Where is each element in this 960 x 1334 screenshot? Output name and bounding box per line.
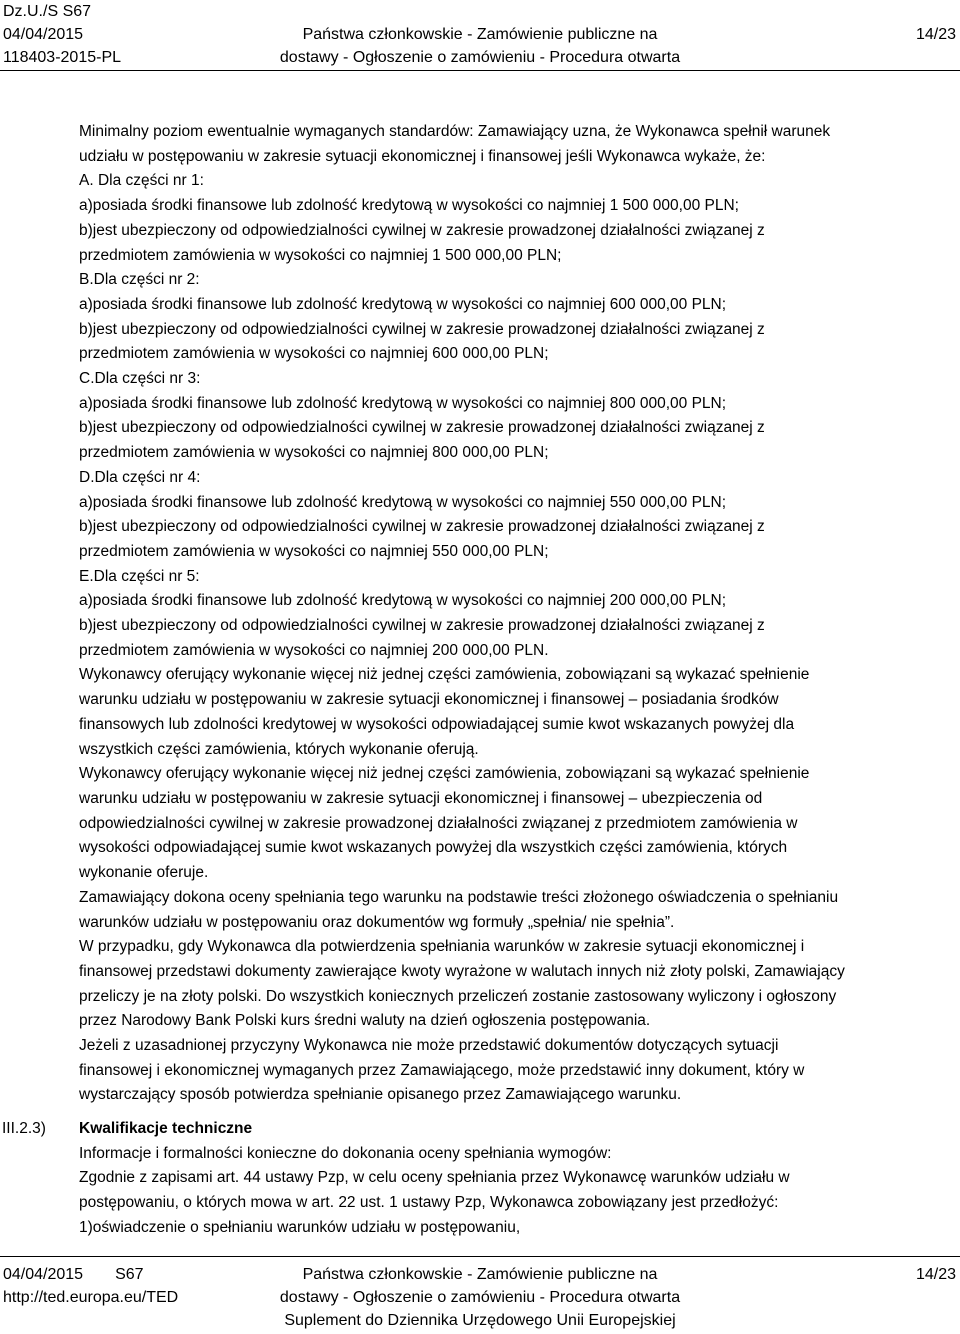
text-line: b)jest ubezpieczony od odpowiedzialności cywilnej w zakresie prowadzonej działalności związanej z <box>79 320 765 338</box>
footer-divider <box>0 1256 960 1257</box>
text-line: warunku udziału w postępowaniu w zakresie sytuacji ekonomicznej i finansowej – ubezpieczenia od <box>79 789 763 807</box>
text-line: warunków udziału w postępowaniu oraz dokumentów wg formuły „spełnia/ nie spełnia”. <box>79 913 675 931</box>
text-line: b)jest ubezpieczony od odpowiedzialności cywilnej w zakresie prowadzonej działalności związanej z <box>79 419 765 437</box>
section-line: Zgodnie z zapisami art. 44 ustawy Pzp, w celu oceny spełniania przez Wykonawcę warunków udziału w <box>79 1169 790 1187</box>
text-line: wysokości odpowiadającej sumie kwot wskazanych powyżej dla wszystkich części zamówienia, których <box>79 839 788 857</box>
text-line: a)posiada środki finansowe lub zdolność kredytową w wysokości co najmniej 1 500 000,00 PLN; <box>79 197 739 215</box>
text-line: przeliczy je na złoty polski. Do wszystkich koniecznych przeliczeń zostanie zastosowany wyliczony i ogłoszony <box>79 987 837 1005</box>
header-title <box>0 0 960 69</box>
header-journal: Dz.U./S S67 <box>3 3 92 20</box>
text-line: D.Dla części nr 4: <box>79 468 201 486</box>
header-page-number: 14/23 <box>915 26 956 43</box>
footer-title-line3: Suplement do Dziennika Urzędowego Unii Europejskiej <box>284 1312 676 1329</box>
text-line: przedmiotem zamówienia w wysokości co najmniej 800 000,00 PLN; <box>79 444 549 462</box>
text-line: B.Dla części nr 2: <box>79 271 200 289</box>
footer-date: 04/04/2015 <box>3 1266 84 1283</box>
text-line: wszystkich części zamówienia, których wykonanie oferują. <box>79 740 479 758</box>
header-date: 04/04/2015 <box>3 26 84 43</box>
footer-title-line1: Państwa członkowskie - Zamówienie publiczne na <box>302 1266 658 1283</box>
footer-page-number: 14/23 <box>915 1266 956 1283</box>
text-line: Minimalny poziom ewentualnie wymaganych standardów: Zamawiający uzna, że Wykonawca spełnił warunek <box>79 123 831 140</box>
section-line: 1)oświadczenie o spełnianiu warunków udziału w postępowaniu, <box>79 1218 521 1236</box>
text-line: Jeżeli z uzasadnionej przyczyny Wykonawca nie może przedstawić dokumentów dotyczących sytuacji <box>79 1037 779 1055</box>
text-line: W przypadku, gdy Wykonawca dla potwierdzenia spełniania warunków w zakresie sytuacji ekonomicznej i <box>79 938 805 956</box>
header-doc-id: 118403-2015-PL <box>3 49 122 66</box>
footer-url-link[interactable]: http://ted.europa.eu/TED <box>3 1289 179 1306</box>
text-line: warunku udziału w postępowaniu w zakresie sytuacji ekonomicznej i finansowej – posiadania środków <box>79 691 779 709</box>
text-line: a)posiada środki finansowe lub zdolność kredytową w wysokości co najmniej 550 000,00 PLN; <box>79 493 727 511</box>
text-line: finansowej przedstawi dokumenty zawierające kwoty wyrażone w walutach innych niż złoty polski, Zamawiający <box>79 962 845 980</box>
text-line: C.Dla części nr 3: <box>79 370 201 388</box>
footer-series: S67 <box>115 1266 144 1283</box>
text-line: b)jest ubezpieczony od odpowiedzialności cywilnej w zakresie prowadzonej działalności związanej z <box>79 617 765 635</box>
text-line: finansowych lub zdolności kredytowej w wysokości odpowiadającej sumie kwot wskazanych powyżej dla <box>79 715 795 733</box>
text-line: przez Narodowy Bank Polski kurs średni waluty na dzień ogłoszenia postępowania. <box>79 1012 651 1030</box>
footer-title-line2: dostawy - Ogłoszenie o zamówieniu - Procedura otwarta <box>279 1289 681 1306</box>
section-line: Informacje i formalności konieczne do dokonania oceny spełniania wymogów: <box>79 1144 612 1162</box>
section-title: Kwalifikacje techniczne <box>79 1120 253 1137</box>
header-title-line2: dostawy - Ogłoszenie o zamówieniu - Procedura otwarta <box>279 49 681 66</box>
text-line: a)posiada środki finansowe lub zdolność kredytową w wysokości co najmniej 600 000,00 PLN; <box>79 295 727 313</box>
text-line: wykonanie oferuje. <box>79 864 209 882</box>
text-line: Zamawiający dokona oceny spełniania tego warunku na podstawie treści złożonego oświadczenia o spełnianiu <box>79 888 839 906</box>
text-line: przedmiotem zamówienia w wysokości co najmniej 1 500 000,00 PLN; <box>79 246 562 264</box>
text-line: b)jest ubezpieczony od odpowiedzialności cywilnej w zakresie prowadzonej działalności związanej z <box>79 221 765 239</box>
text-line: przedmiotem zamówienia w wysokości co najmniej 600 000,00 PLN; <box>79 345 549 363</box>
text-line: b)jest ubezpieczony od odpowiedzialności cywilnej w zakresie prowadzonej działalności związanej z <box>79 518 765 536</box>
text-line: E.Dla części nr 5: <box>79 567 200 585</box>
page-header <box>0 0 960 72</box>
text-line: odpowiedzialności cywilnej w zakresie prowadzonej działalności związanej z przedmiotem zamówienia w <box>79 814 798 832</box>
text-line: Wykonawcy oferujący wykonanie więcej niż jednej części zamówienia, zobowiązani są wykazać spełnienie <box>79 666 810 684</box>
header-divider <box>0 70 960 71</box>
footer-title <box>0 1263 960 1332</box>
text-line: przedmiotem zamówienia w wysokości co najmniej 550 000,00 PLN; <box>79 542 549 560</box>
section-number: III.2.3) <box>2 1120 46 1137</box>
text-line: a)posiada środki finansowe lub zdolność kredytową w wysokości co najmniej 800 000,00 PLN; <box>79 394 727 412</box>
text-line: wystarczający sposób potwierdza spełnianie opisanego przez Zamawiającego warunku. <box>79 1086 682 1104</box>
text-line: A. Dla części nr 1: <box>79 172 204 190</box>
section-line: postępowaniu, o których mowa w art. 22 ust. 1 ustawy Pzp, Wykonawca zobowiązany jest przedłożyć: <box>79 1194 779 1212</box>
header-title-line1: Państwa członkowskie - Zamówienie publiczne na <box>302 26 658 43</box>
text-line: finansowej i ekonomicznej wymaganych przez Zamawiającego, może przedstawić inny dokument, który w <box>79 1061 805 1079</box>
main-text <box>79 120 955 1108</box>
text-line: Wykonawcy oferujący wykonanie więcej niż jednej części zamówienia, zobowiązani są wykazać spełnienie <box>79 765 810 783</box>
text-line: a)posiada środki finansowe lub zdolność kredytową w wysokości co najmniej 200 000,00 PLN; <box>79 592 727 610</box>
section-block <box>79 1117 955 1241</box>
text-line: przedmiotem zamówienia w wysokości co najmniej 200 000,00 PLN. <box>79 641 549 659</box>
text-line: udziału w postępowaniu w zakresie sytuacji ekonomicznej i finansowej jeśli Wykonawca wykaże, że: <box>79 147 766 165</box>
